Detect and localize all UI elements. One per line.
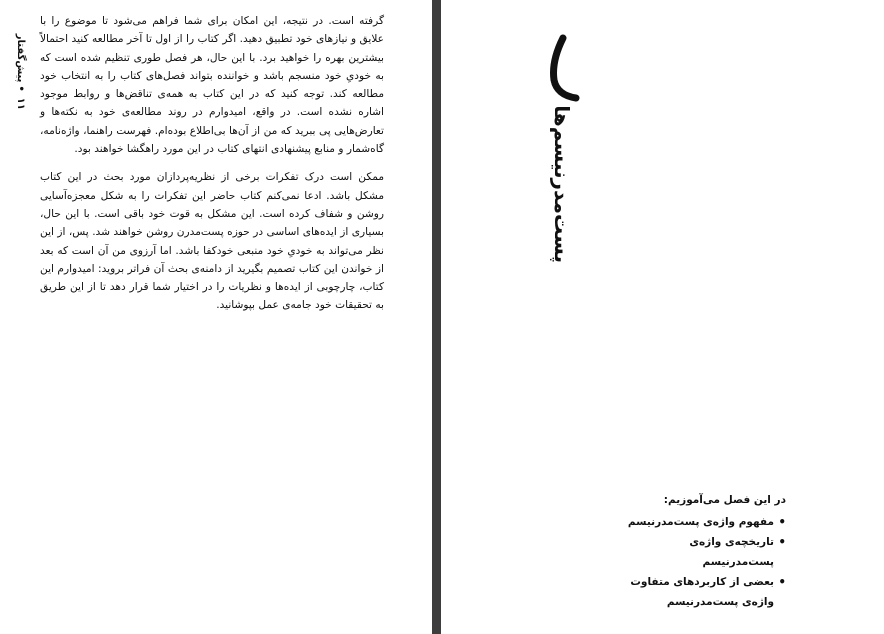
running-head-title: پیش‌گفتار xyxy=(15,33,26,83)
left-page xyxy=(0,0,432,634)
paragraph: گرفته است. در نتیجه، این امکان برای شما فراهم می‌شود تا موضوع را با علایق و نیازهای خود تطبیق دهید. اگر کتاب را از اول تا آخر مطالعه کنید احتمالاً بیشترین بهره را خواهید برد. با این حال، هر فصل طوری تنظیم شده است که به خودیِ خود منسجم باشد و خواننده بتواند فصل‌های کتاب را به انتخاب خود مطالعه کند. توجه کنید که در این کتاب به همه‌ی تناقض‌ها و روابط موجود اشاره نشده است. در واقع، امیدوارم در روند مطالعه‌ی خود به نکته‌ها و تعارض‌هایی پی ببرید که من از آن‌ها بی‌اطلاع بوده‌ام. فهرست راهنما، واژه‌نامه، گاه‌شمار و منابع پیشنهادی انتهای کتاب در این مورد راهگشا خواهند بود. xyxy=(40,15,384,156)
running-head xyxy=(12,33,28,110)
paragraph: ممکن است درک تفکرات برخی از نظریه‌پردازان مورد بحث در این کتاب مشکل باشد. ادعا نمی‌کنم کتاب حاضر این تفکرات را به شکل معجزه‌آسایی روشن و شفاف کرده است. این مشکل به قوت خود باقی است. با این حال، بسیاری از ایده‌های اساسی در حوزه پست‌مدرن روشن خواهند شد. پس، از این نظر می‌تواند به خودیِ خود منبعی خودکفا باشد. اما آرزوی من آن است که بعد از خواندن این کتاب تصمیم بگیرید از دامنه‌ی بحث آن فراتر بروید: امیدوارم این کتاب، چارچوبی از ایده‌ها و نظریات را در اختیار شما قرار دهد تا از این طریق به تحقیقات خود جامه‌ی عمل بپوشانید. xyxy=(40,171,384,312)
chapter-number xyxy=(536,34,586,108)
body-text xyxy=(40,12,384,325)
page-number: ۱۱ xyxy=(15,97,26,110)
chapter-objectives xyxy=(620,490,786,612)
objectives-heading: در این فصل می‌آموزیم: xyxy=(663,494,786,506)
objective-item: • تاریخچه‌ی واژه‌ی پست‌مدرنیسم xyxy=(620,532,786,572)
chapter-title: پست‌مدرنیسم‌ها xyxy=(550,105,574,263)
chapter-number-glyph xyxy=(536,34,586,108)
running-head-separator: • xyxy=(15,85,26,92)
objective-item: • بعضی از کاربردهای متفاوت xyxy=(620,572,786,592)
book-spine xyxy=(432,0,441,634)
objectives-list xyxy=(620,512,786,592)
objective-item: • مفهوم واژه‌ی پست‌مدرنیسم xyxy=(620,512,786,532)
objective-item-continuation: واژه‌ی پست‌مدرنیسم xyxy=(666,596,774,608)
